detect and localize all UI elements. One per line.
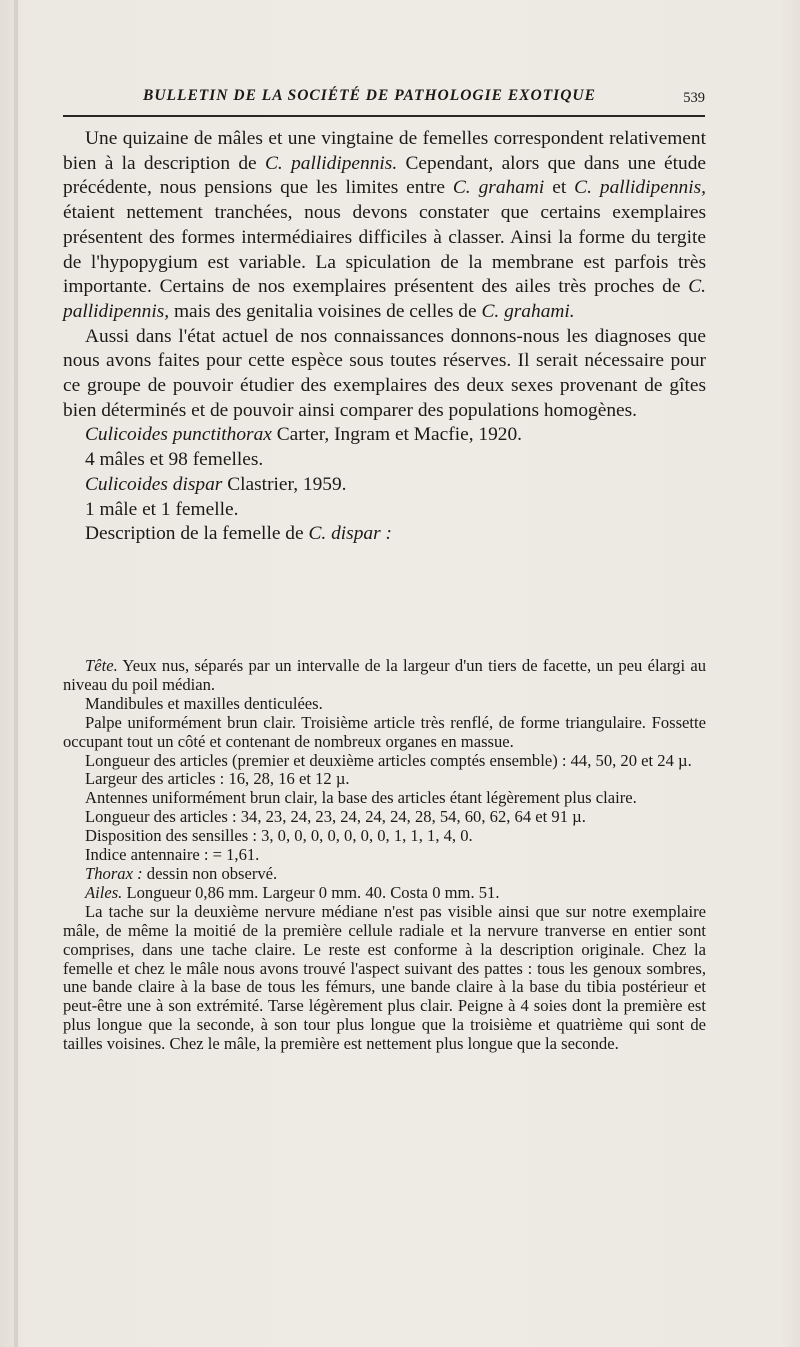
- species-count-punctithorax: 4 mâles et 98 femelles.: [85, 449, 264, 471]
- page-number: 539: [683, 90, 705, 106]
- antennes-length-line: Longueur des articles : 34, 23, 24, 23, 24, 24, 24, 28, 54, 60, 62, 64 et 91 µ.: [85, 807, 586, 827]
- binding-gutter: [14, 0, 18, 1347]
- paragraph-reserves: Aussi dans l'état actuel de nos connaissances donnons-nous les diagnoses que nous avons faites pour cette espèce sous toutes réserves. Il serait nécessaire pour ce groupe de pouvoir étudier des exemplaires des deux sexes provenant de gîtes bien déterminés et de pouvoir ainsi comparer des populations homogènes.: [63, 325, 706, 421]
- ailes-line: Ailes. Longueur 0,86 mm. Largeur 0 mm. 40. Costa 0 mm. 51.: [85, 882, 500, 902]
- species-heading-dispar: Culicoides dispar Clastrier, 1959.: [85, 473, 347, 495]
- indice-line: Indice antennaire : = 1,61.: [85, 845, 260, 865]
- species-count-dispar: 1 mâle et 1 femelle.: [85, 498, 239, 520]
- palpe-width-line: Largeur des articles : 16, 28, 16 et 12 µ.: [85, 769, 350, 789]
- palpe-length-line: Longueur des articles (premier et deuxième articles comptés ensemble) : 44, 50, 20 et 24 µ.: [85, 750, 692, 770]
- palpe-paragraph: Palpe uniformément brun clair. Troisième article très renflé, de forme triangulaire. Fossette occupant tout un côté et contenant de nombreux organes en massue.: [63, 712, 706, 751]
- thorax-line: Thorax : dessin non observé.: [85, 863, 278, 883]
- tete-paragraph: Tête. Yeux nus, séparés par un intervalle de la largeur d'un tiers de facette, un peu élargi au niveau du poil médian.: [63, 656, 706, 694]
- sensilles-line: Disposition des sensilles : 3, 0, 0, 0, 0, 0, 0, 0, 1, 1, 1, 4, 0.: [85, 826, 473, 846]
- intro-block: [63, 127, 706, 547]
- tache-paragraph: La tache sur la deuxième nervure médiane n'est pas visible ainsi que sur notre exemplaire mâle, de même la moitié de la première cellule radiale et la nervure tranverse en entier sont comprises, dans une tache claire. Le reste est conforme à la description originale. Chez la femelle et chez le mâle nous avons trouvé l'aspect suivant des pattes : tous les genoux sombres, une bande claire à la base de tous les fémurs, une bande claire à la base du tibia postérieur et peut-être une à son extrémité. Tarse légèrement plus clair. Peigne à 4 soies dont la première est plus longue que la seconde, à son tour plus longue que la troisième et quatrième qui sont de tailles voisines. Chez le mâle, la première est nettement plus longue que la seconde.: [63, 901, 706, 1054]
- journal-title: BULLETIN DE LA SOCIÉTÉ DE PATHOLOGIE EXOTIQUE: [143, 87, 596, 104]
- species-heading-punctithorax: Culicoides punctithorax Carter, Ingram et Macfie, 1920.: [85, 424, 523, 446]
- running-header: [63, 87, 705, 117]
- paragraph-limits: Une quizaine de mâles et une vingtaine de femelles correspondent relativement bien à la description de C. pallidipennis. Cependant, alors que dans une étude précédente, nous pensions que les limites entre C. grahami et C. pallidipennis, étaient nettement tranchées, nous devons constater que certains exemplaires présentent des formes intermédiaires difficiles à classer. Ainsi la forme du tergite de l'hypopygium est variable. La spiculation de la membrane est parfois très importante. Certains de nos exemplaires présentent des ailes très proches de C. pallidipennis, mais des genitalia voisines de celles de C. grahami.: [63, 128, 707, 322]
- mandibules-line: Mandibules et maxilles denticulées.: [85, 693, 323, 713]
- antennes-paragraph: Antennes uniformément brun clair, la base des articles étant légèrement plus claire.: [85, 788, 637, 808]
- description-heading: Description de la femelle de C. dispar :: [85, 523, 392, 545]
- description-block: [63, 657, 706, 1054]
